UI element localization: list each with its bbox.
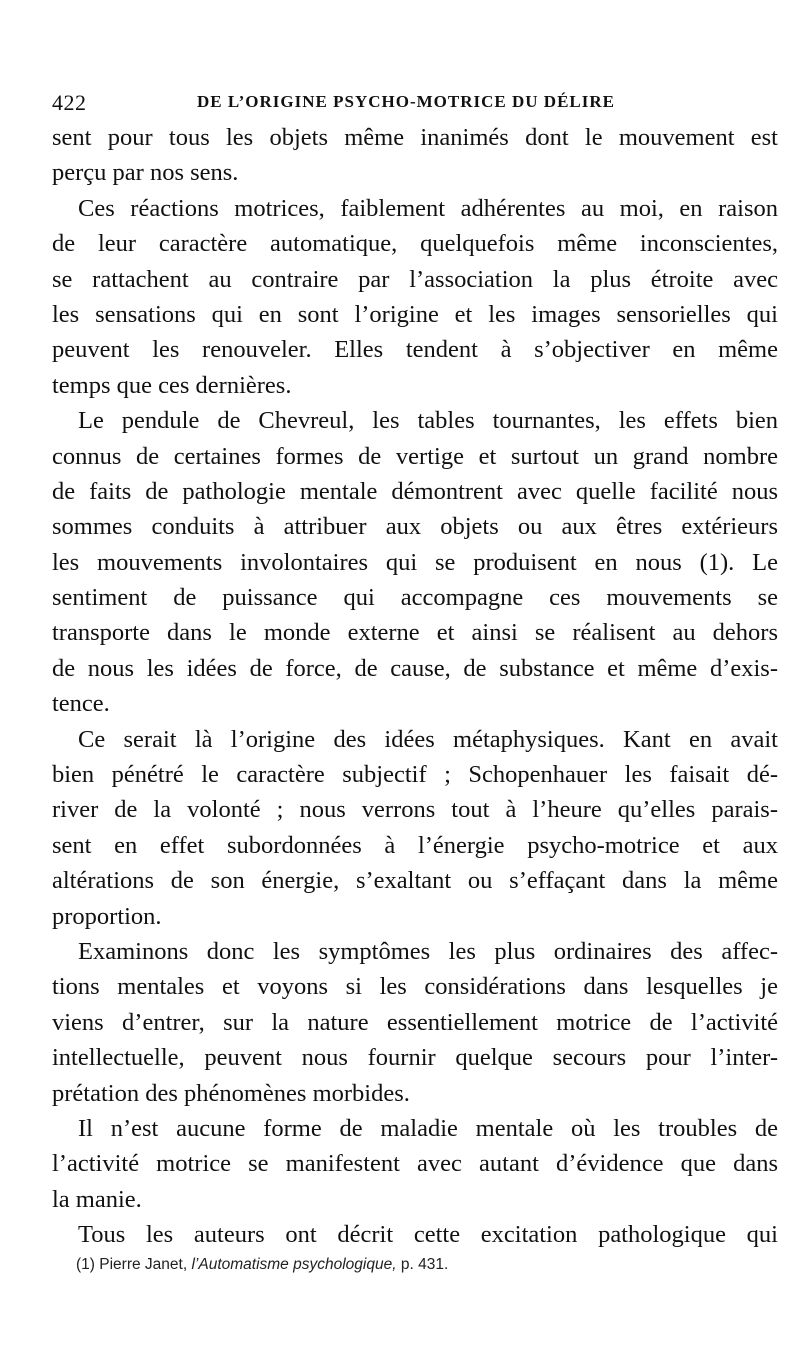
page-number: 422 — [52, 90, 87, 115]
footnote-marker: (1) — [76, 1256, 95, 1273]
text-line: sentiment de puissance qui accompagne ces mouvements se — [52, 584, 778, 612]
text-line: temps que ces dernières. — [52, 371, 292, 399]
text-line: se rattachent au contraire par l’association la plus étroite avec — [52, 265, 778, 293]
text-line: de faits de pathologie mentale démontrent avec quelle facilité nous — [52, 477, 778, 505]
text-line: tence. — [52, 690, 110, 718]
text-line: Examinons donc les symptômes les plus ordinaires des affec- — [78, 937, 778, 965]
text-line: Ces réactions motrices, faiblement adhérentes au moi, en raison — [78, 194, 778, 222]
text-line: viens d’entrer, sur la nature essentiellement motrice de l’activité — [52, 1008, 778, 1036]
text-line: sent pour tous les objets même inanimés dont le mouvement est — [52, 124, 778, 151]
text-line: intellectuelle, peuvent nous fournir quelque secours pour l’inter- — [52, 1044, 778, 1072]
page-header — [52, 90, 778, 124]
text-line: l’activité motrice se manifestent avec autant d’évidence que dans — [52, 1150, 778, 1178]
text-line: transporte dans le monde externe et ainsi se réalisent au dehors — [52, 619, 778, 647]
text-line: de leur caractère automatique, quelquefois même inconscientes, — [52, 230, 778, 258]
text-line: prétation des phénomènes morbides. — [52, 1079, 410, 1107]
text-line: les sensations qui en sont l’origine et les images sensorielles qui — [52, 300, 778, 328]
text-line: river de la volonté ; nous verrons tout à l’heure qu’elles parais- — [52, 796, 778, 824]
footnote — [76, 1256, 776, 1274]
text-line: Le pendule de Chevreul, les tables tournantes, les effets bien — [78, 407, 778, 435]
text-line: perçu par nos sens. — [52, 159, 239, 187]
text-line: tions mentales et voyons si les considérations dans lesquelles je — [52, 973, 778, 1001]
text-line: altérations de son énergie, s’exaltant ou s’effaçant dans la même — [52, 867, 778, 895]
text-line: les mouvements involontaires qui se produisent en nous (1). Le — [52, 548, 778, 576]
text-line: bien pénétré le caractère subjectif ; Schopenhauer les faisait dé- — [52, 761, 778, 789]
text-line: la manie. — [52, 1185, 142, 1213]
text-line: Il n’est aucune forme de maladie mentale où les troubles de — [78, 1114, 778, 1142]
text-line: Tous les auteurs ont décrit cette excitation pathologique qui — [78, 1221, 778, 1249]
text-line: sent en effet subordonnées à l’énergie psycho-motrice et aux — [52, 831, 778, 859]
footnote-page: p. 431. — [400, 1256, 449, 1273]
text-line: proportion. — [52, 902, 162, 930]
footnote-author: Pierre Janet, — [99, 1256, 188, 1273]
body-text — [52, 120, 778, 1253]
text-line: connus de certaines formes de vertige et surtout un grand nombre — [52, 442, 778, 470]
book-page — [52, 90, 778, 1253]
text-line: de nous les idées de force, de cause, de substance et même d’exis- — [52, 654, 778, 682]
text-line: peuvent les renouveler. Elles tendent à s’objectiver en même — [52, 336, 778, 364]
text-line: Ce serait là l’origine des idées métaphysiques. Kant en avait — [78, 725, 778, 753]
running-title: DE L’ORIGINE PSYCHO-MOTRICE DU DÉLIRE — [197, 92, 615, 111]
footnote-title: l’Automatisme psychologique, — [191, 1256, 397, 1273]
text-line: sommes conduits à attribuer aux objets ou aux êtres extérieurs — [52, 513, 778, 541]
